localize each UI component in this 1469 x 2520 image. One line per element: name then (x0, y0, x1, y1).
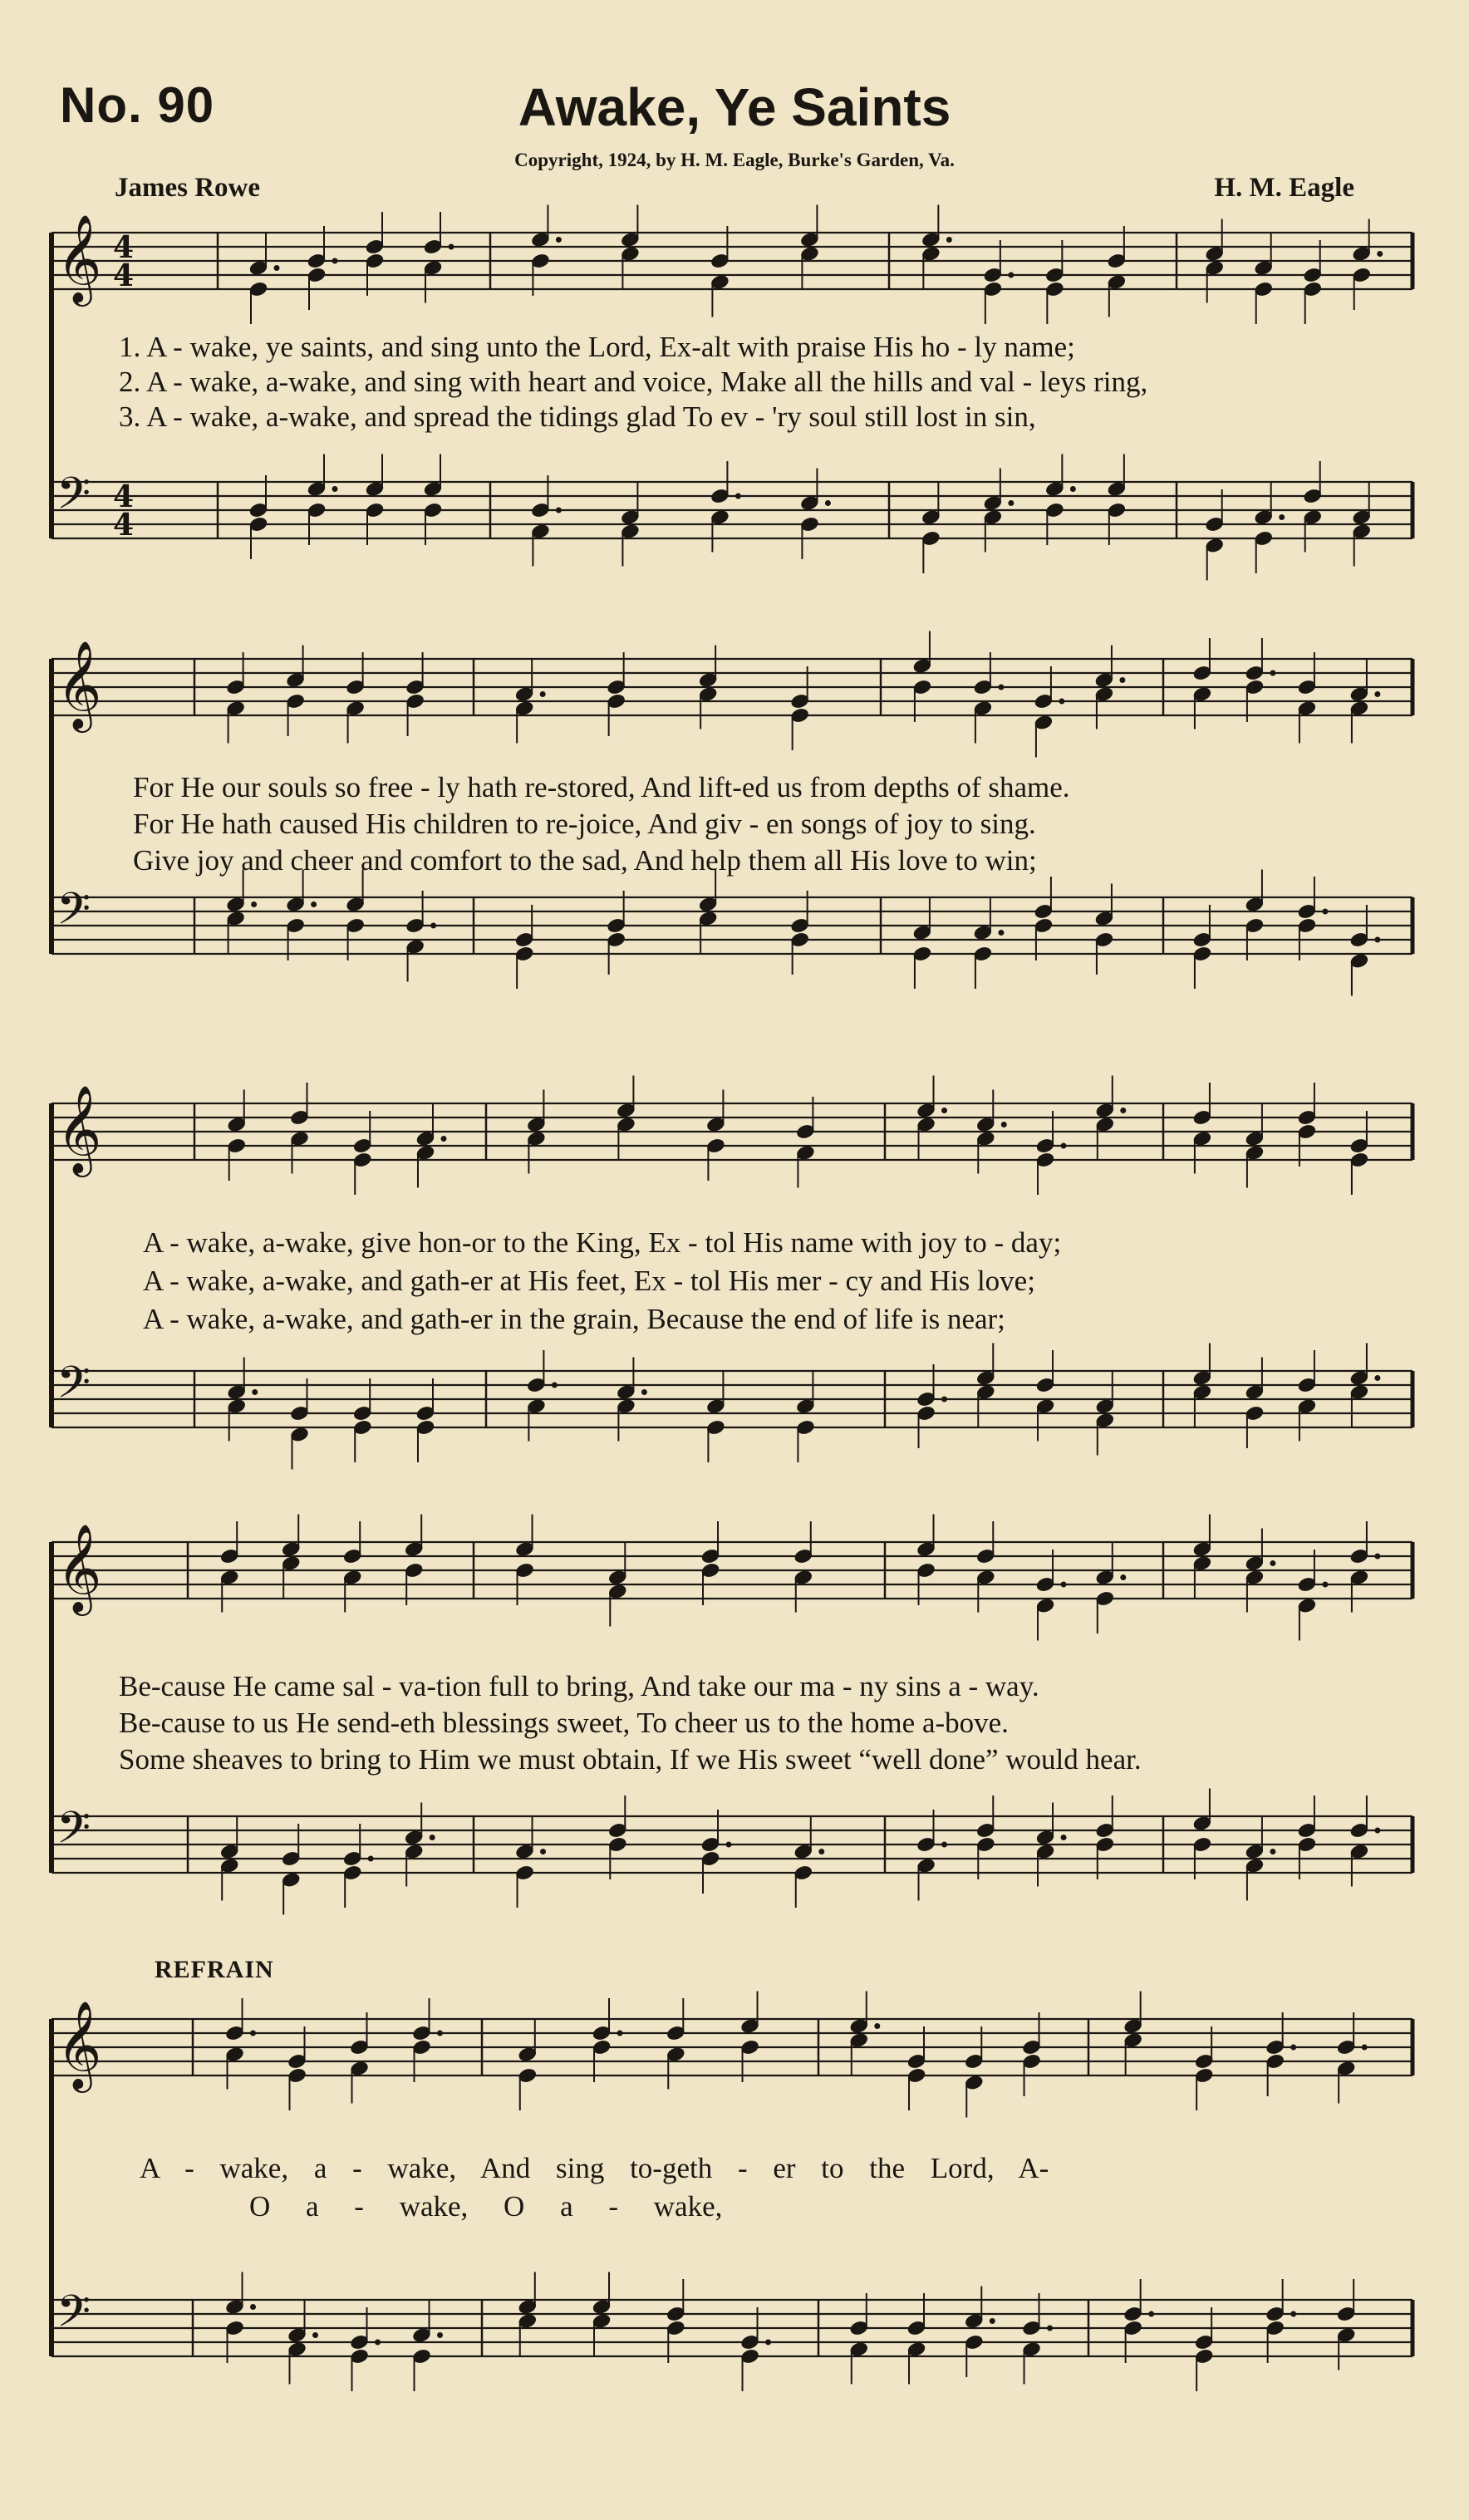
dot-icon (1377, 251, 1383, 257)
treble-clef-icon: 𝄞 (56, 2000, 102, 2089)
dot-icon (1290, 2045, 1296, 2051)
dot-icon (1148, 2311, 1154, 2317)
dot-icon (332, 258, 338, 264)
dot-icon (998, 685, 1004, 690)
dot-icon (1061, 1835, 1067, 1840)
time-signature-icon: 4 (113, 258, 135, 293)
dot-icon (440, 1136, 446, 1142)
composer-credit: H. M. Eagle (1214, 173, 1354, 203)
dot-icon (735, 494, 741, 499)
dot-icon (1061, 1582, 1067, 1588)
dot-icon (449, 244, 454, 250)
dot-icon (332, 486, 338, 492)
dot-icon (990, 2318, 995, 2324)
dot-icon (1322, 909, 1328, 915)
dot-icon (818, 1849, 824, 1854)
lyric-line-3-2: A - wake, a-wake, and gath-er at His feet, Ex - tol His mer - cy and His love; (143, 1265, 1035, 1297)
bass-clef-icon: 𝄢 (56, 1803, 91, 1864)
lyric-line-1-1: 1. A - wake, ye saints, and sing unto the Lord, Ex-alt with praise His ho - ly name; (119, 331, 1075, 363)
bass-clef-icon: 𝄢 (56, 884, 91, 946)
dot-icon (1061, 1143, 1067, 1149)
dot-icon (556, 508, 562, 513)
dot-icon (437, 2332, 443, 2338)
dot-icon (552, 1383, 558, 1388)
dot-icon (1001, 1122, 1007, 1127)
lyric-line-1-2: 2. A - wake, a-wake, and sing with heart and voice, Make all the hills and val - leys ring, (119, 366, 1148, 398)
bass-clef-icon: 𝄢 (56, 469, 91, 530)
dot-icon (250, 2031, 256, 2036)
dot-icon (368, 1856, 374, 1862)
hymn-title: Awake, Ye Saints (518, 77, 951, 137)
dot-icon (375, 2340, 381, 2346)
dot-icon (251, 901, 257, 907)
lyric-line-1-3: 3. A - wake, a-wake, and spread the tidings glad To ev - 'ry soul still lost in sin, (119, 400, 1036, 433)
lyric-line-refrain-1: A - wake, a - wake, And sing to-geth - er to the Lord, A- (140, 2152, 1049, 2184)
dot-icon (825, 500, 831, 506)
lyric-line-refrain-2: O a - wake, O a - wake, (249, 2190, 723, 2223)
dot-icon (941, 1397, 947, 1402)
dot-icon (250, 2304, 256, 2310)
dot-icon (1270, 1560, 1275, 1566)
dot-icon (540, 1849, 546, 1854)
dot-icon (1008, 500, 1014, 506)
bass-clef-icon: 𝄢 (56, 2287, 91, 2348)
time-signature-icon: 4 (113, 230, 135, 265)
dot-icon (1270, 1849, 1275, 1854)
dot-icon (1047, 2326, 1053, 2331)
copyright-notice: Copyright, 1924, by H. M. Eagle, Burke's Garden, Va. (514, 150, 955, 170)
lyric-line-2-3: Give joy and cheer and comfort to the sad, And help them all His love to win; (133, 844, 1037, 877)
dot-icon (430, 923, 436, 929)
dot-icon (1008, 273, 1014, 278)
treble-clef-icon: 𝄞 (56, 1084, 102, 1173)
dot-icon (1290, 2311, 1296, 2317)
bass-clef-icon: 𝄢 (56, 1358, 91, 1419)
time-signature-icon: 4 (113, 479, 135, 514)
dot-icon (726, 1842, 732, 1848)
dot-icon (1374, 1828, 1380, 1834)
dot-icon (641, 1389, 647, 1395)
dot-icon (1374, 1554, 1380, 1560)
dot-icon (1374, 937, 1380, 943)
dot-icon (617, 2031, 623, 2036)
dot-icon (765, 2340, 771, 2346)
treble-clef-icon: 𝄞 (56, 1523, 102, 1612)
refrain-label: REFRAIN (155, 1956, 274, 1983)
dot-icon (941, 1842, 947, 1848)
dot-icon (556, 237, 562, 243)
lyric-line-3-3: A - wake, a-wake, and gath-er in the grain, Because the end of life is near; (143, 1303, 1005, 1335)
treble-clef-icon: 𝄞 (56, 640, 102, 729)
dot-icon (540, 691, 546, 697)
lyric-line-4-1: Be-cause He came sal - va-tion full to bring, And take our ma - ny sins a - way. (119, 1670, 1039, 1702)
lyric-line-2-1: For He our souls so free - ly hath re-stored, And lift-ed us from depths of shame. (133, 771, 1070, 803)
dot-icon (998, 930, 1004, 936)
lyric-line-3-1: A - wake, a-wake, give hon-or to the King, Ex - tol His name with joy to - day; (143, 1226, 1062, 1259)
dot-icon (1120, 1108, 1126, 1113)
dot-icon (437, 2031, 443, 2036)
dot-icon (1119, 677, 1125, 683)
dot-icon (1322, 1582, 1328, 1588)
dot-icon (252, 1389, 258, 1395)
dot-icon (1374, 691, 1380, 697)
dot-icon (941, 1108, 947, 1113)
dot-icon (1270, 671, 1275, 676)
dot-icon (874, 2023, 880, 2029)
dot-icon (274, 265, 280, 271)
dot-icon (311, 901, 317, 907)
treble-clef-icon: 𝄞 (56, 214, 102, 302)
lyric-line-4-2: Be-cause to us He send-eth blessings sweet, To cheer us to the home a-bove. (119, 1707, 1009, 1739)
hymn-number: No. 90 (60, 77, 215, 133)
lyricist-credit: James Rowe (115, 173, 261, 203)
dot-icon (1362, 2045, 1368, 2051)
dot-icon (1120, 1574, 1126, 1580)
dot-icon (1059, 699, 1064, 705)
dot-icon (946, 237, 952, 243)
dot-icon (1070, 486, 1076, 492)
dot-icon (430, 1835, 435, 1840)
lyric-line-2-2: For He hath caused His children to re-joice, And giv - en songs of joy to sing. (133, 808, 1036, 840)
dot-icon (1374, 1375, 1380, 1381)
dot-icon (312, 2332, 318, 2338)
dot-icon (1279, 514, 1285, 520)
time-signature-icon: 4 (113, 508, 135, 543)
lyric-line-4-3: Some sheaves to bring to Him we must obtain, If we His sweet “well done” would hear. (119, 1743, 1142, 1776)
